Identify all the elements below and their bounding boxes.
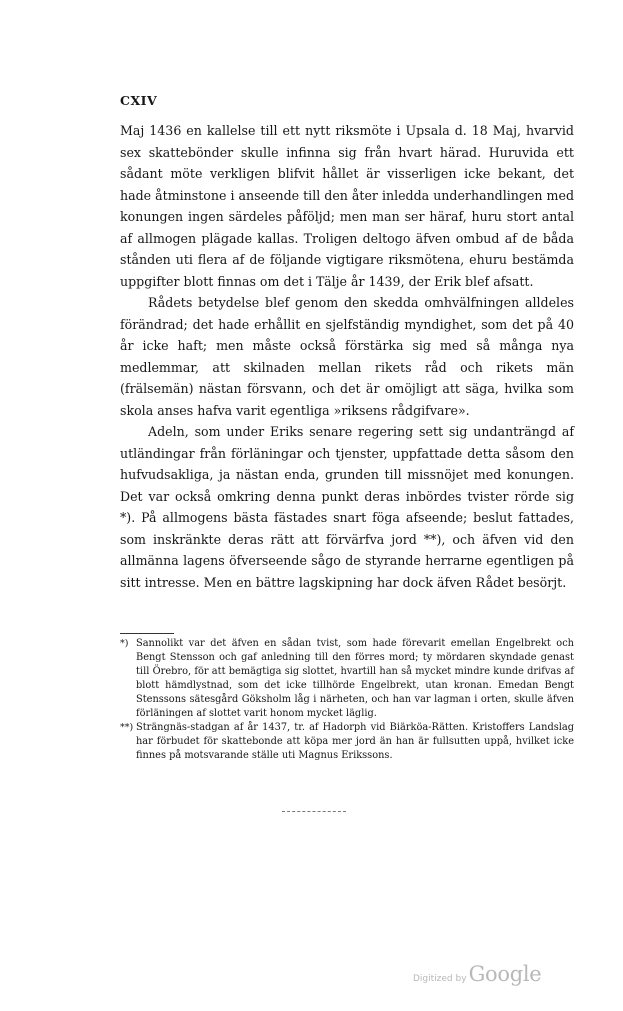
main-text bbox=[120, 120, 574, 593]
footnote-text: Sannolikt var det äfven en sådan tvist, som hade förevarit emellan Engelbrekt och Bengt Stensson och gaf anledning till den förres mord; ty mördaren skyndade genast till Örebro, för att bemägtiga sig slottet, hvartill han så mycket mindre kunde drifvas af blott hämdlystnad, som det icke tillhörde Engelbrekt, utan kronan. Emedan Bengt Stenssons sätesgård Göksholm låg i närheten, och han var lagman i orten, skulle äfven förläningen af slottet varit honom mycket läglig. bbox=[136, 638, 574, 719]
watermark-prefix: Digitized by bbox=[413, 974, 467, 984]
paragraph: Maj 1436 en kallelse till ett nytt riksmöte i Upsala d. 18 Maj, hvarvid sex skattebönder skulle infinna sig från hvart härad. Huruvida ett sådant möte verkligen blifvit hållet är visserligen icke bekant, det hade åtminstone i anseende till den åter inledda underhandlingen med konungen ingen särdeles påföljd; men man ser häraf, huru stort antal af allmogen plägade kallas. Troligen deltogo äfven ombud af de båda stånden uti flera af de följande vigtigare riksmötena, ehuru bestämda uppgifter blott finnas om det i Tälje år 1439, der Erik blef afsatt. bbox=[120, 123, 574, 289]
page-number: CXIV bbox=[120, 93, 158, 108]
footnote bbox=[120, 721, 574, 763]
footnote-mark: *) bbox=[120, 638, 129, 649]
footnote-text: Strängnäs-stadgan af år 1437, tr. af Hadorph vid Biärköa-Rätten. Kristoffers Landslag har förbudet för skattebonde att köpa mer jord än han är fullsutten uppå, hvilket icke finnes på motsvarande ställe uti Magnus Erikssons. bbox=[136, 722, 574, 762]
footnote-mark: **) bbox=[120, 722, 134, 734]
end-divider bbox=[282, 811, 346, 812]
paragraph: Adeln, som under Eriks senare regering sett sig undanträngd af utländingar från förläningar och tjenster, uppfattade detta såsom den hufvudsakliga, ja nästan enda, grunden till missnöjet med konungen. Det var också omkring denna punkt deras inbördes tvister rörde sig *). På allmogens bästa fästades snart föga afseende; beslut fattades, som inskränkte deras rätt att förvärfva jord **), och äfven vid den allmänna lagens öfverseende sågo de styrande herrarne egentligen på sitt intresse. Men en bättre lagskipning har dock äfven Rådet besörjt. bbox=[120, 424, 574, 590]
footnote-divider bbox=[120, 633, 174, 634]
google-logo: Google bbox=[468, 962, 542, 986]
footnote bbox=[120, 637, 574, 720]
footnotes bbox=[120, 637, 574, 764]
paragraph: Rådets betydelse blef genom den skedda omhvälfningen alldeles förändrad; det hade erhållit en sjelfständig myndighet, som det på 40 år icke haft; men måste också förstärka sig med så många nya medlemmar, att skilnaden mellan rikets råd och rikets män (frälsemän) nästan försvann, och det är omöjligt att säga, hvilka som skola anses hafva varit egentliga »riksens rådgifvare». bbox=[120, 295, 574, 418]
digitized-watermark bbox=[413, 962, 541, 986]
